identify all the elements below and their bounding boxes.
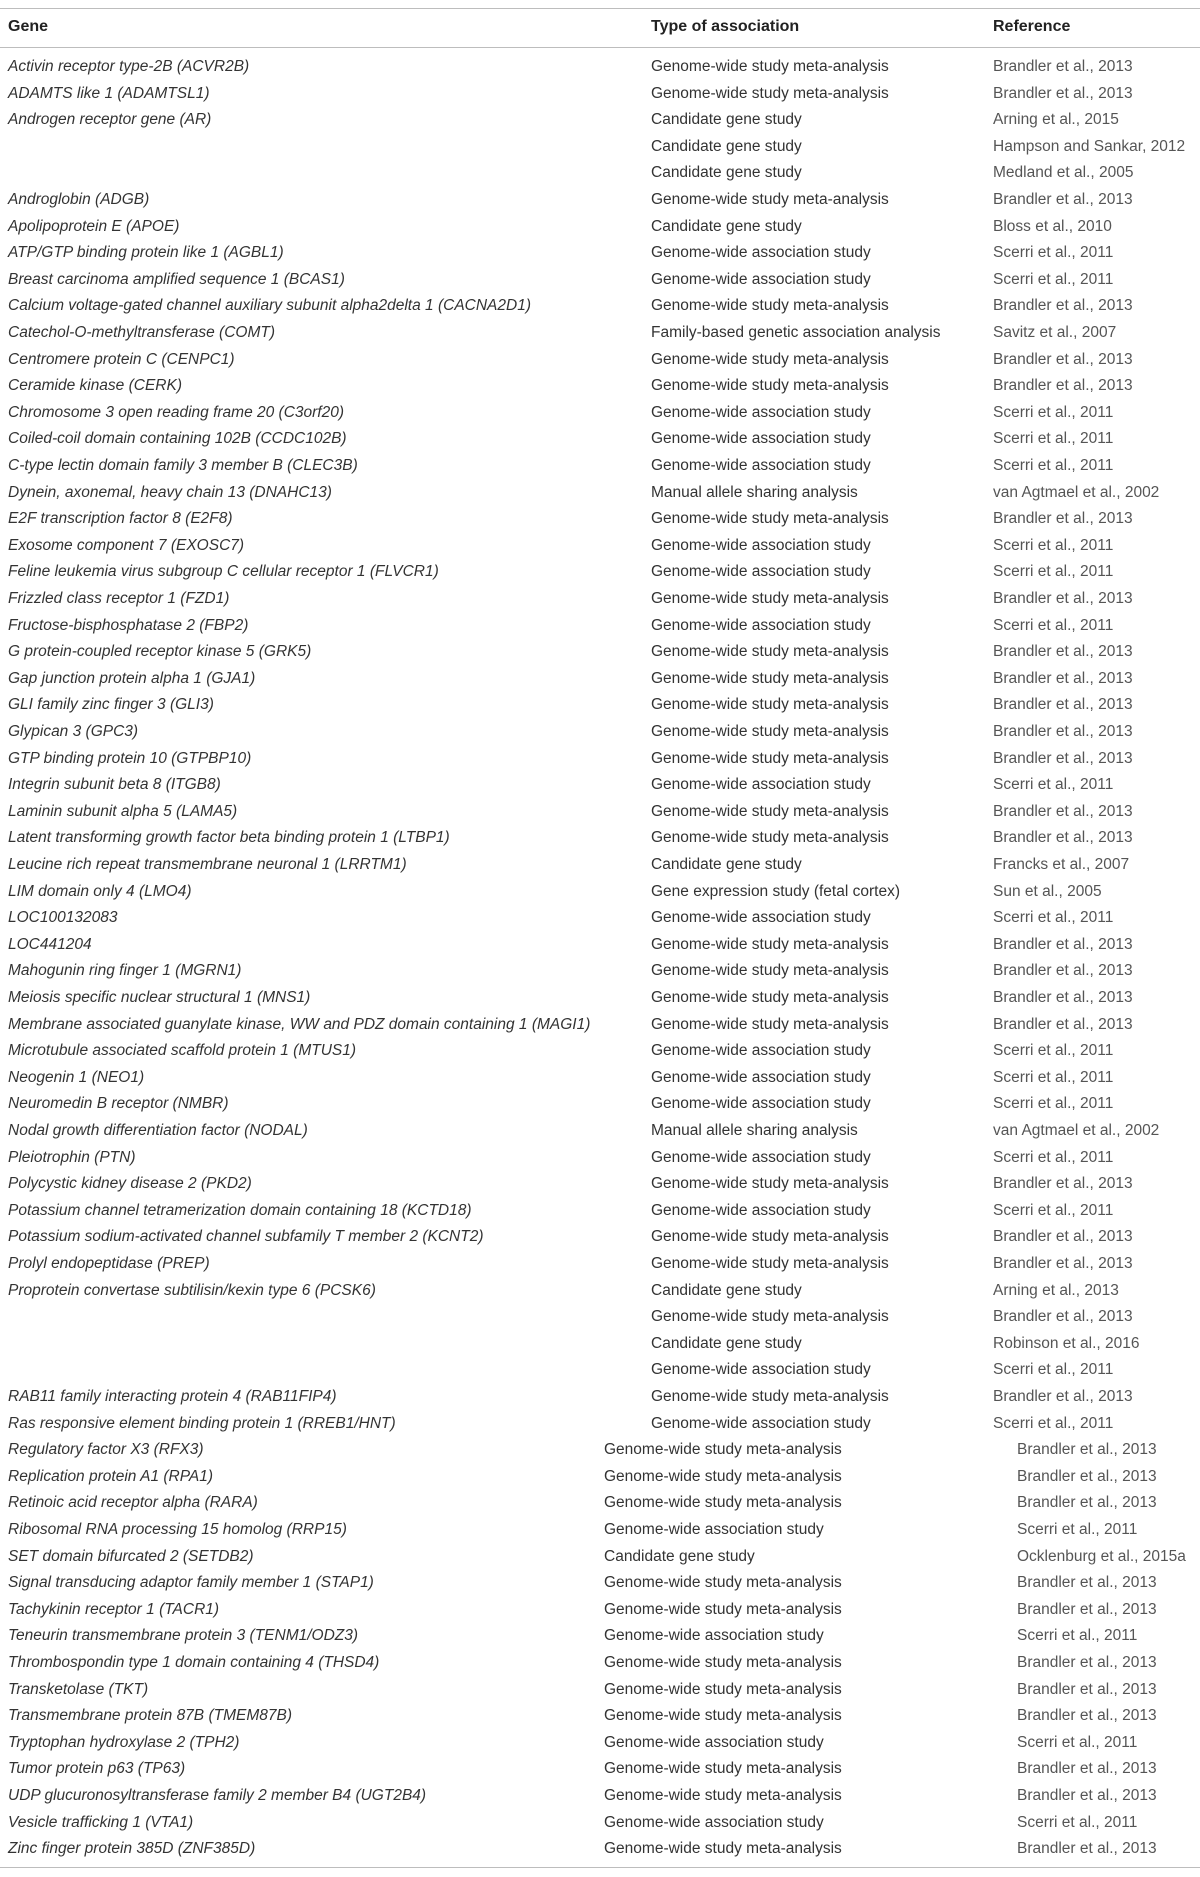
gene-cell: Ceramide kinase (CERK) bbox=[8, 377, 182, 394]
gene-cell: Feline leukemia virus subgroup C cellular receptor 1 (FLVCR1) bbox=[8, 563, 439, 580]
reference-cell: Brandler et al., 2013 bbox=[1017, 1601, 1157, 1618]
type-cell: Genome-wide study meta-analysis bbox=[651, 85, 889, 102]
gene-cell: C-type lectin domain family 3 member B (CLEC3B) bbox=[8, 457, 358, 474]
reference-cell: Scerri et al., 2011 bbox=[993, 404, 1114, 421]
type-cell: Genome-wide study meta-analysis bbox=[651, 510, 889, 527]
reference-cell: Scerri et al., 2011 bbox=[993, 1042, 1114, 1059]
type-cell: Genome-wide study meta-analysis bbox=[604, 1494, 842, 1511]
type-cell: Genome-wide association study bbox=[604, 1521, 824, 1538]
reference-cell: Brandler et al., 2013 bbox=[993, 297, 1133, 314]
reference-cell: Scerri et al., 2011 bbox=[993, 1361, 1114, 1378]
type-cell: Genome-wide study meta-analysis bbox=[651, 936, 889, 953]
reference-cell: Scerri et al., 2011 bbox=[993, 1202, 1114, 1219]
type-cell: Genome-wide study meta-analysis bbox=[604, 1681, 842, 1698]
gene-cell: Potassium channel tetramerization domain containing 18 (KCTD18) bbox=[8, 1202, 472, 1219]
reference-cell: Brandler et al., 2013 bbox=[993, 85, 1133, 102]
reference-cell: Brandler et al., 2013 bbox=[993, 351, 1133, 368]
type-cell: Genome-wide association study bbox=[604, 1627, 824, 1644]
type-cell: Genome-wide association study bbox=[651, 617, 871, 634]
reference-cell: Brandler et al., 2013 bbox=[993, 989, 1133, 1006]
reference-cell: Brandler et al., 2013 bbox=[993, 750, 1133, 767]
type-cell: Genome-wide study meta-analysis bbox=[651, 590, 889, 607]
gene-cell: Replication protein A1 (RPA1) bbox=[8, 1468, 214, 1485]
gene-cell: G protein-coupled receptor kinase 5 (GRK5) bbox=[8, 643, 312, 660]
bottom-rule bbox=[0, 1867, 1200, 1868]
gene-cell: Latent transforming growth factor beta binding protein 1 (LTBP1) bbox=[8, 829, 450, 846]
reference-cell: Scerri et al., 2011 bbox=[993, 1415, 1114, 1432]
reference-cell: Scerri et al., 2011 bbox=[993, 1095, 1114, 1112]
type-cell: Genome-wide study meta-analysis bbox=[651, 750, 889, 767]
reference-cell: Bloss et al., 2010 bbox=[993, 218, 1112, 235]
type-cell: Genome-wide association study bbox=[651, 244, 871, 261]
reference-cell: Arning et al., 2013 bbox=[993, 1282, 1119, 1299]
gene-cell: Membrane associated guanylate kinase, WW and PDZ domain containing 1 (MAGI1) bbox=[8, 1016, 591, 1033]
type-cell: Genome-wide study meta-analysis bbox=[651, 696, 889, 713]
reference-cell: Brandler et al., 2013 bbox=[993, 191, 1133, 208]
gene-cell: RAB11 family interacting protein 4 (RAB11FIP4) bbox=[8, 1388, 337, 1405]
type-cell: Family-based genetic association analysis bbox=[651, 324, 941, 341]
gene-cell: Androgen receptor gene (AR) bbox=[8, 111, 212, 128]
type-cell: Genome-wide association study bbox=[651, 271, 871, 288]
reference-cell: Scerri et al., 2011 bbox=[993, 776, 1114, 793]
header-reference: Reference bbox=[993, 18, 1071, 35]
gene-cell: LOC100132083 bbox=[8, 909, 118, 926]
reference-cell: Brandler et al., 2013 bbox=[1017, 1441, 1157, 1458]
reference-cell: Scerri et al., 2011 bbox=[1017, 1521, 1138, 1538]
reference-cell: Robinson et al., 2016 bbox=[993, 1335, 1140, 1352]
type-cell: Genome-wide study meta-analysis bbox=[604, 1574, 842, 1591]
type-cell: Genome-wide association study bbox=[604, 1814, 824, 1831]
gene-cell: Exosome component 7 (EXOSC7) bbox=[8, 537, 245, 554]
gene-cell: Neuromedin B receptor (NMBR) bbox=[8, 1095, 229, 1112]
reference-cell: Brandler et al., 2013 bbox=[993, 1016, 1133, 1033]
gene-cell: ADAMTS like 1 (ADAMTSL1) bbox=[8, 85, 210, 102]
gene-cell: Neogenin 1 (NEO1) bbox=[8, 1069, 145, 1086]
type-cell: Genome-wide study meta-analysis bbox=[651, 670, 889, 687]
type-cell: Genome-wide association study bbox=[651, 1202, 871, 1219]
gene-cell: Proprotein convertase subtilisin/kexin type 6 (PCSK6) bbox=[8, 1282, 376, 1299]
reference-cell: Sun et al., 2005 bbox=[993, 883, 1102, 900]
gene-cell: Pleiotrophin (PTN) bbox=[8, 1149, 136, 1166]
gene-cell: Dynein, axonemal, heavy chain 13 (DNAHC13) bbox=[8, 484, 332, 501]
type-cell: Genome-wide study meta-analysis bbox=[651, 351, 889, 368]
gene-cell: ATP/GTP binding protein like 1 (AGBL1) bbox=[8, 244, 284, 261]
type-cell: Genome-wide association study bbox=[651, 1095, 871, 1112]
gene-cell: Prolyl endopeptidase (PREP) bbox=[8, 1255, 210, 1272]
reference-cell: Brandler et al., 2013 bbox=[1017, 1707, 1157, 1724]
type-cell: Genome-wide study meta-analysis bbox=[651, 1228, 889, 1245]
type-cell: Genome-wide study meta-analysis bbox=[651, 803, 889, 820]
type-cell: Gene expression study (fetal cortex) bbox=[651, 883, 900, 900]
gene-cell: Frizzled class receptor 1 (FZD1) bbox=[8, 590, 230, 607]
gene-cell: Calcium voltage-gated channel auxiliary subunit alpha2delta 1 (CACNA2D1) bbox=[8, 297, 531, 314]
type-cell: Candidate gene study bbox=[651, 1282, 802, 1299]
reference-cell: Brandler et al., 2013 bbox=[993, 58, 1133, 75]
gene-cell: Tryptophan hydroxylase 2 (TPH2) bbox=[8, 1734, 240, 1751]
reference-cell: Brandler et al., 2013 bbox=[993, 803, 1133, 820]
reference-cell: Scerri et al., 2011 bbox=[993, 244, 1114, 261]
reference-cell: Brandler et al., 2013 bbox=[1017, 1494, 1157, 1511]
gene-cell: Gap junction protein alpha 1 (GJA1) bbox=[8, 670, 256, 687]
gene-cell: Microtubule associated scaffold protein 1 (MTUS1) bbox=[8, 1042, 357, 1059]
gene-cell: Ribosomal RNA processing 15 homolog (RRP15) bbox=[8, 1521, 347, 1538]
gene-cell: Glypican 3 (GPC3) bbox=[8, 723, 139, 740]
type-cell: Genome-wide association study bbox=[604, 1734, 824, 1751]
reference-cell: Scerri et al., 2011 bbox=[993, 1149, 1114, 1166]
type-cell: Candidate gene study bbox=[651, 1335, 802, 1352]
reference-cell: Brandler et al., 2013 bbox=[993, 590, 1133, 607]
type-cell: Genome-wide study meta-analysis bbox=[651, 1255, 889, 1272]
gene-cell: Activin receptor type-2B (ACVR2B) bbox=[8, 58, 250, 75]
type-cell: Genome-wide study meta-analysis bbox=[651, 191, 889, 208]
reference-cell: Brandler et al., 2013 bbox=[993, 1308, 1133, 1325]
type-cell: Genome-wide study meta-analysis bbox=[651, 58, 889, 75]
gene-cell: Catechol-O-methyltransferase (COMT) bbox=[8, 324, 276, 341]
gene-cell: Integrin subunit beta 8 (ITGB8) bbox=[8, 776, 221, 793]
gene-cell: Vesicle trafficking 1 (VTA1) bbox=[8, 1814, 194, 1831]
reference-cell: Brandler et al., 2013 bbox=[993, 829, 1133, 846]
type-cell: Genome-wide study meta-analysis bbox=[651, 377, 889, 394]
reference-cell: Brandler et al., 2013 bbox=[993, 670, 1133, 687]
type-cell: Candidate gene study bbox=[651, 138, 802, 155]
type-cell: Genome-wide association study bbox=[651, 1069, 871, 1086]
reference-cell: Scerri et al., 2011 bbox=[993, 537, 1114, 554]
gene-cell: E2F transcription factor 8 (E2F8) bbox=[8, 510, 233, 527]
gene-cell: Transketolase (TKT) bbox=[8, 1681, 149, 1698]
type-cell: Genome-wide association study bbox=[651, 1415, 871, 1432]
header-type-of-association: Type of association bbox=[651, 18, 800, 35]
reference-cell: Scerri et al., 2011 bbox=[993, 457, 1114, 474]
reference-cell: van Agtmael et al., 2002 bbox=[993, 1122, 1160, 1139]
type-cell: Genome-wide association study bbox=[651, 457, 871, 474]
gene-cell: Nodal growth differentiation factor (NODAL) bbox=[8, 1122, 308, 1139]
type-cell: Genome-wide study meta-analysis bbox=[651, 989, 889, 1006]
gene-cell: Breast carcinoma amplified sequence 1 (BCAS1) bbox=[8, 271, 345, 288]
type-cell: Candidate gene study bbox=[651, 856, 802, 873]
type-cell: Genome-wide study meta-analysis bbox=[604, 1760, 842, 1777]
reference-cell: Francks et al., 2007 bbox=[993, 856, 1130, 873]
type-cell: Genome-wide association study bbox=[651, 430, 871, 447]
type-cell: Genome-wide association study bbox=[651, 404, 871, 421]
reference-cell: Brandler et al., 2013 bbox=[1017, 1787, 1157, 1804]
gene-cell: Polycystic kidney disease 2 (PKD2) bbox=[8, 1175, 252, 1192]
gene-cell: Fructose-bisphosphatase 2 (FBP2) bbox=[8, 617, 249, 634]
gene-cell: Centromere protein C (CENPC1) bbox=[8, 351, 235, 368]
type-cell: Genome-wide study meta-analysis bbox=[651, 643, 889, 660]
reference-cell: Brandler et al., 2013 bbox=[1017, 1654, 1157, 1671]
type-cell: Genome-wide study meta-analysis bbox=[604, 1468, 842, 1485]
reference-cell: Brandler et al., 2013 bbox=[993, 643, 1133, 660]
type-cell: Genome-wide study meta-analysis bbox=[651, 962, 889, 979]
type-cell: Candidate gene study bbox=[651, 164, 802, 181]
gene-cell: Thrombospondin type 1 domain containing 4 (THSD4) bbox=[8, 1654, 380, 1671]
gene-cell: Chromosome 3 open reading frame 20 (C3orf20) bbox=[8, 404, 345, 421]
gene-cell: Mahogunin ring finger 1 (MGRN1) bbox=[8, 962, 242, 979]
top-rule bbox=[0, 8, 1200, 9]
reference-cell: Scerri et al., 2011 bbox=[993, 563, 1114, 580]
reference-cell: Medland et al., 2005 bbox=[993, 164, 1134, 181]
type-cell: Genome-wide association study bbox=[651, 909, 871, 926]
gene-cell: Signal transducing adaptor family member 1 (STAP1) bbox=[8, 1574, 374, 1591]
gene-cell: Coiled-coil domain containing 102B (CCDC102B) bbox=[8, 430, 347, 447]
reference-cell: van Agtmael et al., 2002 bbox=[993, 484, 1160, 501]
type-cell: Candidate gene study bbox=[651, 218, 802, 235]
reference-cell: Scerri et al., 2011 bbox=[993, 617, 1114, 634]
reference-cell: Brandler et al., 2013 bbox=[993, 377, 1133, 394]
gene-cell: GLI family zinc finger 3 (GLI3) bbox=[8, 696, 214, 713]
reference-cell: Scerri et al., 2011 bbox=[1017, 1627, 1138, 1644]
header-gene: Gene bbox=[8, 18, 49, 35]
type-cell: Genome-wide study meta-analysis bbox=[604, 1840, 842, 1857]
type-cell: Genome-wide association study bbox=[651, 1149, 871, 1166]
type-cell: Genome-wide association study bbox=[651, 563, 871, 580]
gene-cell: LIM domain only 4 (LMO4) bbox=[8, 883, 192, 900]
gene-cell: Tachykinin receptor 1 (TACR1) bbox=[8, 1601, 220, 1618]
gene-cell: Ras responsive element binding protein 1 (RREB1/HNT) bbox=[8, 1415, 396, 1432]
reference-cell: Brandler et al., 2013 bbox=[993, 1255, 1133, 1272]
reference-cell: Brandler et al., 2013 bbox=[993, 1228, 1133, 1245]
type-cell: Genome-wide study meta-analysis bbox=[651, 1308, 889, 1325]
reference-cell: Brandler et al., 2013 bbox=[993, 936, 1133, 953]
type-cell: Genome-wide study meta-analysis bbox=[651, 297, 889, 314]
type-cell: Genome-wide association study bbox=[651, 776, 871, 793]
type-cell: Genome-wide association study bbox=[651, 1361, 871, 1378]
reference-cell: Scerri et al., 2011 bbox=[993, 1069, 1114, 1086]
type-cell: Genome-wide study meta-analysis bbox=[604, 1441, 842, 1458]
type-cell: Manual allele sharing analysis bbox=[651, 484, 858, 501]
gene-cell: Leucine rich repeat transmembrane neuronal 1 (LRRTM1) bbox=[8, 856, 407, 873]
gene-cell: Teneurin transmembrane protein 3 (TENM1/ODZ3) bbox=[8, 1627, 359, 1644]
type-cell: Genome-wide study meta-analysis bbox=[604, 1787, 842, 1804]
gene-cell: Androglobin (ADGB) bbox=[8, 191, 150, 208]
reference-cell: Ocklenburg et al., 2015a bbox=[1017, 1548, 1186, 1565]
gene-cell: Transmembrane protein 87B (TMEM87B) bbox=[8, 1707, 292, 1724]
reference-cell: Brandler et al., 2013 bbox=[993, 510, 1133, 527]
reference-cell: Brandler et al., 2013 bbox=[993, 723, 1133, 740]
gene-cell: Retinoic acid receptor alpha (RARA) bbox=[8, 1494, 258, 1511]
gene-cell: Laminin subunit alpha 5 (LAMA5) bbox=[8, 803, 238, 820]
reference-cell: Hampson and Sankar, 2012 bbox=[993, 138, 1186, 155]
gene-cell: Tumor protein p63 (TP63) bbox=[8, 1760, 186, 1777]
gene-cell: GTP binding protein 10 (GTPBP10) bbox=[8, 750, 252, 767]
reference-cell: Savitz et al., 2007 bbox=[993, 324, 1117, 341]
type-cell: Genome-wide study meta-analysis bbox=[604, 1654, 842, 1671]
gene-cell: SET domain bifurcated 2 (SETDB2) bbox=[8, 1548, 254, 1565]
type-cell: Genome-wide association study bbox=[651, 1042, 871, 1059]
gene-cell: Apolipoprotein E (APOE) bbox=[8, 218, 180, 235]
reference-cell: Brandler et al., 2013 bbox=[993, 962, 1133, 979]
gene-cell: UDP glucuronosyltransferase family 2 member B4 (UGT2B4) bbox=[8, 1787, 427, 1804]
reference-cell: Brandler et al., 2013 bbox=[1017, 1760, 1157, 1777]
reference-cell: Arning et al., 2015 bbox=[993, 111, 1119, 128]
type-cell: Genome-wide study meta-analysis bbox=[651, 1016, 889, 1033]
gene-cell: Meiosis specific nuclear structural 1 (MNS1) bbox=[8, 989, 311, 1006]
type-cell: Candidate gene study bbox=[651, 111, 802, 128]
gene-cell: Zinc finger protein 385D (ZNF385D) bbox=[8, 1840, 256, 1857]
reference-cell: Brandler et al., 2013 bbox=[993, 1175, 1133, 1192]
type-cell: Candidate gene study bbox=[604, 1548, 755, 1565]
reference-cell: Brandler et al., 2013 bbox=[1017, 1840, 1157, 1857]
reference-cell: Scerri et al., 2011 bbox=[993, 271, 1114, 288]
gene-cell: Potassium sodium-activated channel subfamily T member 2 (KCNT2) bbox=[8, 1228, 484, 1245]
reference-cell: Scerri et al., 2011 bbox=[1017, 1734, 1138, 1751]
reference-cell: Brandler et al., 2013 bbox=[1017, 1574, 1157, 1591]
header-rule bbox=[0, 47, 1200, 48]
type-cell: Genome-wide study meta-analysis bbox=[604, 1707, 842, 1724]
reference-cell: Scerri et al., 2011 bbox=[993, 909, 1114, 926]
reference-cell: Scerri et al., 2011 bbox=[1017, 1814, 1138, 1831]
gene-cell: Regulatory factor X3 (RFX3) bbox=[8, 1441, 204, 1458]
type-cell: Genome-wide study meta-analysis bbox=[651, 1388, 889, 1405]
type-cell: Manual allele sharing analysis bbox=[651, 1122, 858, 1139]
reference-cell: Brandler et al., 2013 bbox=[1017, 1681, 1157, 1698]
gene-cell: LOC441204 bbox=[8, 936, 92, 953]
type-cell: Genome-wide association study bbox=[651, 537, 871, 554]
reference-cell: Brandler et al., 2013 bbox=[1017, 1468, 1157, 1485]
reference-cell: Brandler et al., 2013 bbox=[993, 1388, 1133, 1405]
type-cell: Genome-wide study meta-analysis bbox=[651, 1175, 889, 1192]
type-cell: Genome-wide study meta-analysis bbox=[604, 1601, 842, 1618]
reference-cell: Scerri et al., 2011 bbox=[993, 430, 1114, 447]
type-cell: Genome-wide study meta-analysis bbox=[651, 723, 889, 740]
type-cell: Genome-wide study meta-analysis bbox=[651, 829, 889, 846]
reference-cell: Brandler et al., 2013 bbox=[993, 696, 1133, 713]
